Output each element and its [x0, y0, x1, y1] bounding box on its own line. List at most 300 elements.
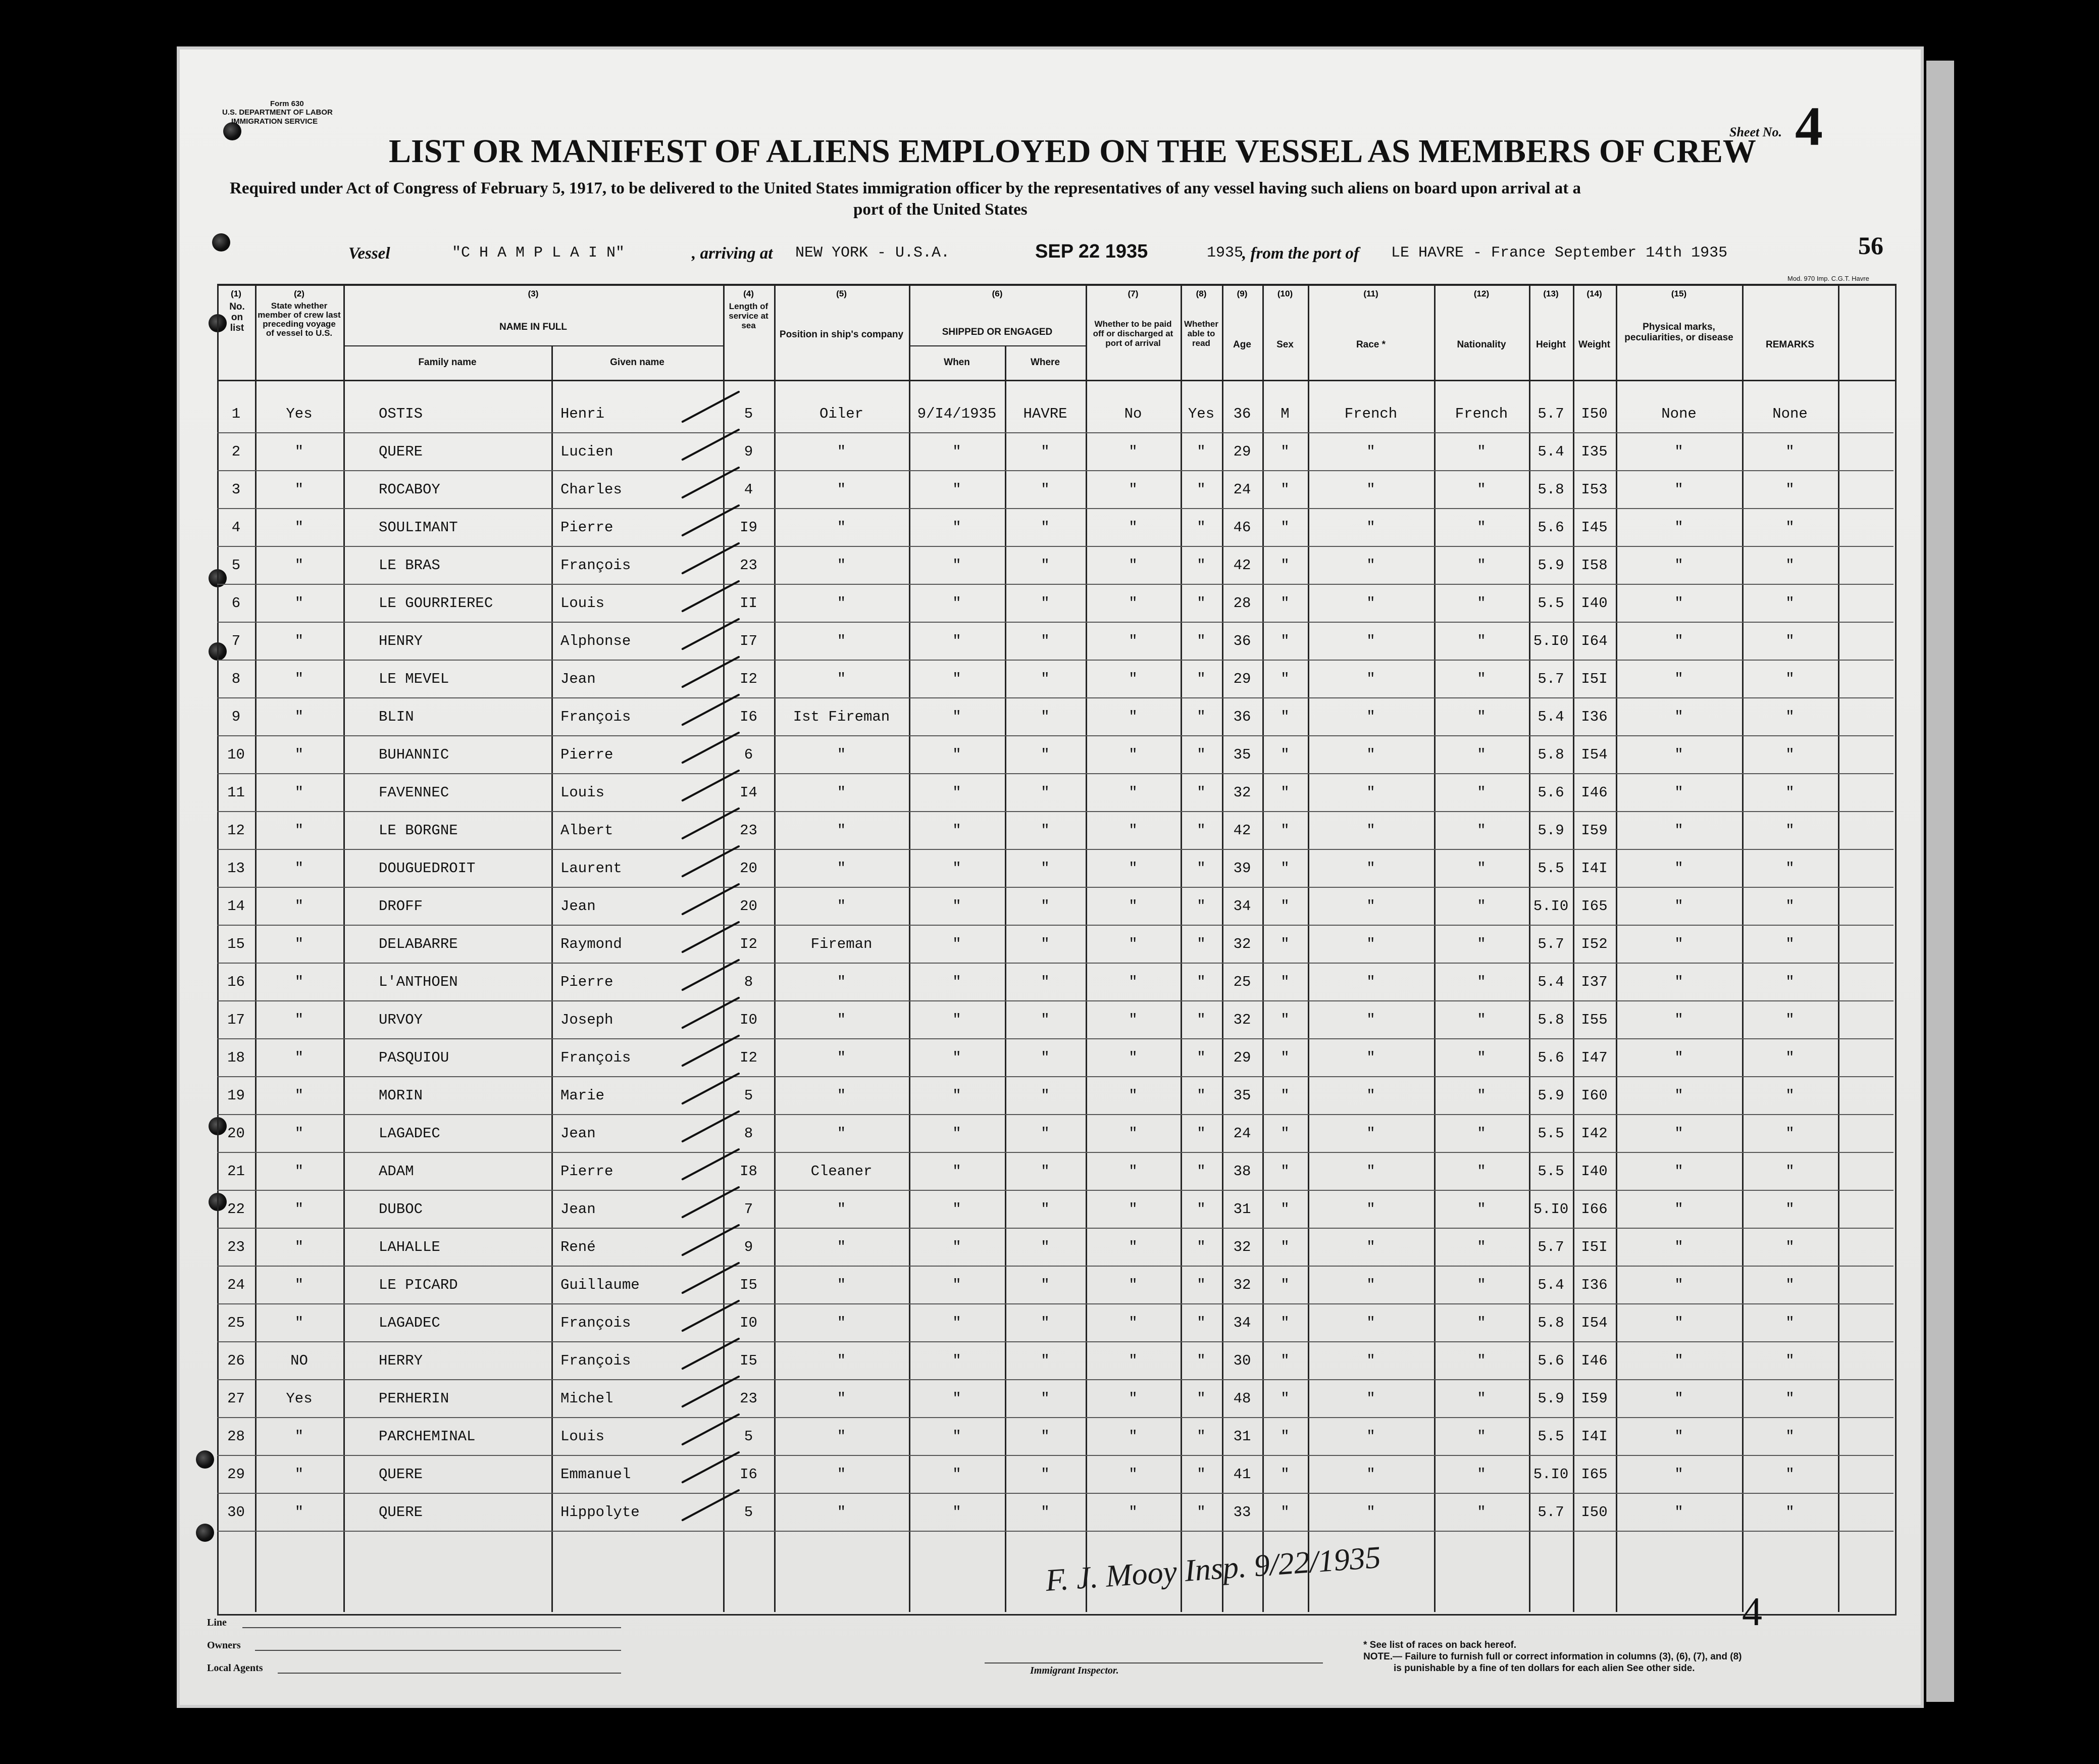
- race: ": [1366, 481, 1375, 498]
- age: 42: [1233, 822, 1251, 839]
- race: ": [1366, 595, 1375, 612]
- table-row: [177, 1342, 1924, 1380]
- nationality: ": [1477, 898, 1486, 915]
- physical-marks: ": [1674, 974, 1683, 990]
- able-read: ": [1197, 709, 1206, 725]
- col-header-given-name: Given name: [610, 357, 664, 368]
- position: ": [837, 1428, 846, 1445]
- table-row: [177, 887, 1924, 925]
- nationality: ": [1477, 1163, 1486, 1180]
- inspector-signature: F. J. Mooy Insp. 9/22/1935: [1044, 1540, 1382, 1598]
- able-read: ": [1197, 1087, 1206, 1104]
- weight: I46: [1581, 784, 1608, 801]
- age: 32: [1233, 936, 1251, 952]
- nationality: ": [1477, 746, 1486, 763]
- position: ": [837, 557, 846, 574]
- nationality: ": [1477, 1012, 1486, 1028]
- shipped-where: ": [1041, 898, 1050, 915]
- row-number: 3: [231, 481, 241, 498]
- row-number: 21: [227, 1163, 245, 1180]
- sex: ": [1281, 1201, 1290, 1218]
- sex: ": [1281, 1428, 1290, 1445]
- nationality: ": [1477, 481, 1486, 498]
- table-row: [177, 471, 1924, 509]
- height: 5.5: [1538, 1163, 1564, 1180]
- footer-owners-label: Owners: [207, 1640, 241, 1651]
- remarks: ": [1785, 822, 1795, 839]
- physical-marks: ": [1674, 481, 1683, 498]
- nationality: ": [1477, 1315, 1486, 1331]
- table-row: [177, 963, 1924, 1001]
- paid-off: ": [1129, 1087, 1138, 1104]
- service-length: I6: [740, 709, 757, 725]
- footer-agents-rule: [278, 1673, 621, 1674]
- weight: I4I: [1581, 860, 1608, 877]
- row-number: 17: [227, 1012, 245, 1028]
- paid-off: ": [1129, 936, 1138, 952]
- shipped-where: ": [1041, 1315, 1050, 1331]
- weight: I40: [1581, 595, 1608, 612]
- shipped-when: ": [952, 860, 961, 877]
- service-name: IMMIGRATION SERVICE: [231, 117, 318, 126]
- race: ": [1366, 822, 1375, 839]
- given-name: Henri: [560, 406, 605, 422]
- position: ": [837, 1466, 846, 1483]
- table-row: [177, 433, 1924, 471]
- remarks: ": [1785, 1201, 1795, 1218]
- race: ": [1366, 1049, 1375, 1066]
- row-number: 19: [227, 1087, 245, 1104]
- shipped-where: ": [1041, 936, 1050, 952]
- age: 36: [1233, 406, 1251, 422]
- age: 32: [1233, 1239, 1251, 1255]
- height: 5.7: [1538, 406, 1564, 422]
- service-length: 9: [744, 443, 753, 460]
- height: 5.I0: [1533, 633, 1569, 649]
- given-name: Pierre: [560, 519, 613, 536]
- table-row: [177, 812, 1924, 849]
- shipped-where: ": [1041, 1163, 1050, 1180]
- service-length: II: [740, 595, 757, 612]
- service-length: I0: [740, 1315, 757, 1331]
- shipped-where: ": [1041, 860, 1050, 877]
- age: 29: [1233, 1049, 1251, 1066]
- weight: I35: [1581, 443, 1608, 460]
- nationality: ": [1477, 784, 1486, 801]
- row-number: 15: [227, 936, 245, 952]
- paid-off: ": [1129, 1390, 1138, 1407]
- row-number: 16: [227, 974, 245, 990]
- able-read: ": [1197, 1163, 1206, 1180]
- previous-voyage: ": [294, 481, 304, 498]
- nationality: ": [1477, 822, 1486, 839]
- row-number: 23: [227, 1239, 245, 1255]
- remarks: ": [1785, 519, 1795, 536]
- nationality: ": [1477, 974, 1486, 990]
- shipped-when: ": [952, 1125, 961, 1142]
- footer-line-label: Line: [207, 1617, 227, 1628]
- age: 41: [1233, 1466, 1251, 1483]
- table-row: [177, 584, 1924, 622]
- height: 5.I0: [1533, 1201, 1569, 1218]
- position: ": [837, 1352, 846, 1369]
- remarks: ": [1785, 1315, 1795, 1331]
- age: 39: [1233, 860, 1251, 877]
- able-read: ": [1197, 481, 1206, 498]
- shipped-where: ": [1041, 1466, 1050, 1483]
- col-header-nationality: Nationality: [1457, 339, 1506, 350]
- paid-off: ": [1129, 1125, 1138, 1142]
- able-read: ": [1197, 1125, 1206, 1142]
- previous-voyage: ": [294, 1125, 304, 1142]
- physical-marks: ": [1674, 822, 1683, 839]
- age: 33: [1233, 1504, 1251, 1521]
- sex: ": [1281, 1504, 1290, 1521]
- height: 5.6: [1538, 784, 1564, 801]
- family-name: PERHERIN: [379, 1390, 449, 1407]
- shipped-when: ": [952, 1163, 961, 1180]
- service-length: I2: [740, 1049, 757, 1066]
- height: 5.7: [1538, 1504, 1564, 1521]
- previous-voyage: ": [294, 860, 304, 877]
- row-number: 18: [227, 1049, 245, 1066]
- shipped-where: ": [1041, 1352, 1050, 1369]
- paid-off: No: [1124, 406, 1142, 422]
- sex: ": [1281, 709, 1290, 725]
- col-number: (3): [528, 289, 539, 298]
- paid-off: ": [1129, 974, 1138, 990]
- race: ": [1366, 709, 1375, 725]
- family-name: BLIN: [379, 709, 414, 725]
- from-port: LE HAVRE - France September 14th 1935: [1391, 244, 1728, 262]
- service-length: I5: [740, 1352, 757, 1369]
- able-read: ": [1197, 557, 1206, 574]
- previous-voyage: Yes: [286, 1390, 313, 1407]
- height: 5.I0: [1533, 898, 1569, 915]
- physical-marks: ": [1674, 1466, 1683, 1483]
- given-name: Marie: [560, 1087, 605, 1104]
- nationality: ": [1477, 936, 1486, 952]
- given-name: Louis: [560, 1428, 605, 1445]
- table-row: [177, 1266, 1924, 1304]
- physical-marks: ": [1674, 1163, 1683, 1180]
- weight: I36: [1581, 1277, 1608, 1293]
- vessel-label: Vessel: [348, 244, 390, 263]
- physical-marks: ": [1674, 1125, 1683, 1142]
- table-row: [177, 1380, 1924, 1418]
- shipped-when: ": [952, 1352, 961, 1369]
- weight: I46: [1581, 1352, 1608, 1369]
- remarks: ": [1785, 557, 1795, 574]
- row-number: 26: [227, 1352, 245, 1369]
- position: ": [837, 1277, 846, 1293]
- height: 5.7: [1538, 671, 1564, 687]
- able-read: ": [1197, 1012, 1206, 1028]
- table-row: [177, 1115, 1924, 1152]
- sex: M: [1281, 406, 1290, 422]
- table-row: [177, 1001, 1924, 1039]
- shipped-when: ": [952, 595, 961, 612]
- height: 5.9: [1538, 1087, 1564, 1104]
- sheet-label: Sheet No.: [1729, 125, 1782, 139]
- age: 28: [1233, 595, 1251, 612]
- position: ": [837, 481, 846, 498]
- header-bottom-line: [217, 380, 1895, 381]
- previous-voyage: ": [294, 443, 304, 460]
- service-length: 8: [744, 974, 753, 990]
- col-header-family-name: Family name: [418, 357, 477, 368]
- table-row: [177, 1077, 1924, 1115]
- given-name: Louis: [560, 784, 605, 801]
- arrival-year: 1935: [1207, 244, 1244, 262]
- shipped-where: ": [1041, 671, 1050, 687]
- paid-off: ": [1129, 519, 1138, 536]
- shipped-where: ": [1041, 1504, 1050, 1521]
- table-row: [177, 1493, 1924, 1531]
- remarks: ": [1785, 595, 1795, 612]
- shipped-where: ": [1041, 746, 1050, 763]
- col-number: (4): [743, 289, 754, 298]
- given-name: François: [560, 1315, 631, 1331]
- row-number: 27: [227, 1390, 245, 1407]
- shipped-where: ": [1041, 443, 1050, 460]
- nationality: ": [1477, 633, 1486, 649]
- given-name: Joseph: [560, 1012, 613, 1028]
- service-length: I0: [740, 1012, 757, 1028]
- previous-voyage: Yes: [286, 406, 313, 422]
- sex: ": [1281, 1352, 1290, 1369]
- shipped-when: ": [952, 1504, 961, 1521]
- row-number: 2: [231, 443, 241, 460]
- sex: ": [1281, 1315, 1290, 1331]
- row-number: 9: [231, 709, 241, 725]
- row-number: 5: [231, 557, 241, 574]
- table-row: [177, 1190, 1924, 1228]
- given-name: Alphonse: [560, 633, 631, 649]
- weight: I37: [1581, 974, 1608, 990]
- family-name: SOULIMANT: [379, 519, 458, 536]
- age: 32: [1233, 1277, 1251, 1293]
- race: ": [1366, 1428, 1375, 1445]
- race: ": [1366, 1277, 1375, 1293]
- able-read: ": [1197, 1239, 1206, 1255]
- nationality: ": [1477, 1049, 1486, 1066]
- physical-marks: ": [1674, 519, 1683, 536]
- able-read: ": [1197, 898, 1206, 915]
- able-read: ": [1197, 1428, 1206, 1445]
- row-number: 10: [227, 746, 245, 763]
- required-line-2: port of the United States: [853, 200, 1028, 219]
- weight: I54: [1581, 746, 1608, 763]
- nationality: ": [1477, 1466, 1486, 1483]
- age: 24: [1233, 481, 1251, 498]
- position: ": [837, 974, 846, 990]
- family-name: LE BRAS: [379, 557, 440, 574]
- given-name: Lucien: [560, 443, 613, 460]
- shipped-where: ": [1041, 481, 1050, 498]
- position: ": [837, 1087, 846, 1104]
- weight: I59: [1581, 1390, 1608, 1407]
- row-number: 7: [231, 633, 241, 649]
- col-number: (9): [1237, 289, 1248, 298]
- previous-voyage: ": [294, 1277, 304, 1293]
- weight: I40: [1581, 1163, 1608, 1180]
- paid-off: ": [1129, 746, 1138, 763]
- weight: I60: [1581, 1087, 1608, 1104]
- previous-voyage: ": [294, 1315, 304, 1331]
- shipped-where: HAVRE: [1023, 406, 1067, 422]
- able-read: ": [1197, 860, 1206, 877]
- race: ": [1366, 898, 1375, 915]
- sex: ": [1281, 822, 1290, 839]
- shipped-when: ": [952, 898, 961, 915]
- position: ": [837, 1012, 846, 1028]
- col-header-previous-voyage: State whether member of crew last preceding voyage of vessel to U.S.: [258, 301, 341, 338]
- col-header-race: Race *: [1356, 339, 1386, 350]
- previous-voyage: ": [294, 936, 304, 952]
- family-name: DOUGUEDROIT: [379, 860, 476, 877]
- position: ": [837, 1125, 846, 1142]
- height: 5.8: [1538, 1315, 1564, 1331]
- physical-marks: ": [1674, 1352, 1683, 1369]
- height: 5.8: [1538, 481, 1564, 498]
- service-length: 5: [744, 1087, 753, 1104]
- row-number: 30: [227, 1504, 245, 1521]
- age: 48: [1233, 1390, 1251, 1407]
- given-name: Pierre: [560, 746, 613, 763]
- service-length: I2: [740, 671, 757, 687]
- shipped-where: ": [1041, 1390, 1050, 1407]
- family-name: DUBOC: [379, 1201, 423, 1218]
- nationality: ": [1477, 1239, 1486, 1255]
- page-title: LIST OR MANIFEST OF ALIENS EMPLOYED ON THE VESSEL AS MEMBERS OF CREW: [389, 133, 1756, 170]
- race: ": [1366, 1125, 1375, 1142]
- able-read: ": [1197, 1352, 1206, 1369]
- sex: ": [1281, 1012, 1290, 1028]
- able-read: ": [1197, 443, 1206, 460]
- shipped-where: ": [1041, 1201, 1050, 1218]
- weight: I66: [1581, 1201, 1608, 1218]
- physical-marks: ": [1674, 709, 1683, 725]
- remarks: ": [1785, 633, 1795, 649]
- height: 5.4: [1538, 443, 1564, 460]
- sex: ": [1281, 633, 1290, 649]
- sex: ": [1281, 1049, 1290, 1066]
- able-read: ": [1197, 1049, 1206, 1066]
- nationality: ": [1477, 1087, 1486, 1104]
- height: 5.5: [1538, 860, 1564, 877]
- shipped-where: ": [1041, 709, 1050, 725]
- paid-off: ": [1129, 709, 1138, 725]
- position: ": [837, 1239, 846, 1255]
- col-number: (13): [1543, 289, 1559, 298]
- paid-off: ": [1129, 1277, 1138, 1293]
- height: 5.7: [1538, 936, 1564, 952]
- sex: ": [1281, 443, 1290, 460]
- position: ": [837, 784, 846, 801]
- physical-marks: ": [1674, 860, 1683, 877]
- able-read: ": [1197, 595, 1206, 612]
- col-number: (8): [1196, 289, 1207, 298]
- corner-number: 56: [1858, 231, 1883, 260]
- table-row: [177, 1418, 1924, 1455]
- mod-note: Mod. 970 Imp. C.G.T. Havre: [1787, 275, 1869, 282]
- age: 24: [1233, 1125, 1251, 1142]
- race: ": [1366, 1012, 1375, 1028]
- shipped-where: ": [1041, 1125, 1050, 1142]
- shipped-where: ": [1041, 1087, 1050, 1104]
- physical-marks: ": [1674, 1315, 1683, 1331]
- position: ": [837, 595, 846, 612]
- table-row: [177, 925, 1924, 963]
- date-stamp: SEP 22 1935: [1035, 241, 1148, 262]
- race: ": [1366, 443, 1375, 460]
- position: Fireman: [810, 936, 873, 952]
- previous-voyage: ": [294, 1428, 304, 1445]
- remarks: ": [1785, 709, 1795, 725]
- subheader-line-shipped: [909, 345, 1086, 346]
- previous-voyage: ": [294, 709, 304, 725]
- nationality: ": [1477, 557, 1486, 574]
- sheet-number: 4: [1795, 95, 1823, 157]
- previous-voyage: ": [294, 898, 304, 915]
- physical-marks: ": [1674, 898, 1683, 915]
- physical-marks: ": [1674, 633, 1683, 649]
- paid-off: ": [1129, 1049, 1138, 1066]
- sex: ": [1281, 784, 1290, 801]
- age: 32: [1233, 784, 1251, 801]
- sex: ": [1281, 1466, 1290, 1483]
- col-header-name-in-full: NAME IN FULL: [499, 322, 568, 332]
- nationality: ": [1477, 443, 1486, 460]
- service-length: I9: [740, 519, 757, 536]
- paid-off: ": [1129, 1239, 1138, 1255]
- race: ": [1366, 519, 1375, 536]
- shipped-where: ": [1041, 784, 1050, 801]
- height: 5.8: [1538, 1012, 1564, 1028]
- shipped-when: ": [952, 1012, 961, 1028]
- previous-voyage: ": [294, 671, 304, 687]
- family-name: DROFF: [379, 898, 423, 915]
- position: ": [837, 519, 846, 536]
- row-number: 24: [227, 1277, 245, 1293]
- service-length: 9: [744, 1239, 753, 1255]
- table-row: [177, 395, 1924, 433]
- sex: ": [1281, 671, 1290, 687]
- remarks: ": [1785, 784, 1795, 801]
- nationality: French: [1455, 406, 1508, 422]
- service-length: I7: [740, 633, 757, 649]
- sex: ": [1281, 1277, 1290, 1293]
- weight: I50: [1581, 1504, 1608, 1521]
- remarks: ": [1785, 974, 1795, 990]
- paid-off: ": [1129, 784, 1138, 801]
- age: 25: [1233, 974, 1251, 990]
- weight: I64: [1581, 633, 1608, 649]
- paid-off: ": [1129, 1315, 1138, 1331]
- col-header-weight: Weight: [1578, 339, 1610, 350]
- weight: I53: [1581, 481, 1608, 498]
- position: ": [837, 1201, 846, 1218]
- paid-off: ": [1129, 481, 1138, 498]
- previous-voyage: ": [294, 519, 304, 536]
- shipped-where: ": [1041, 595, 1050, 612]
- shipped-where: ": [1041, 1428, 1050, 1445]
- weight: I50: [1581, 406, 1608, 422]
- sex: ": [1281, 1163, 1290, 1180]
- col-header-physical-marks: Physical marks, peculiarities, or disease: [1624, 322, 1733, 343]
- previous-voyage: ": [294, 1163, 304, 1180]
